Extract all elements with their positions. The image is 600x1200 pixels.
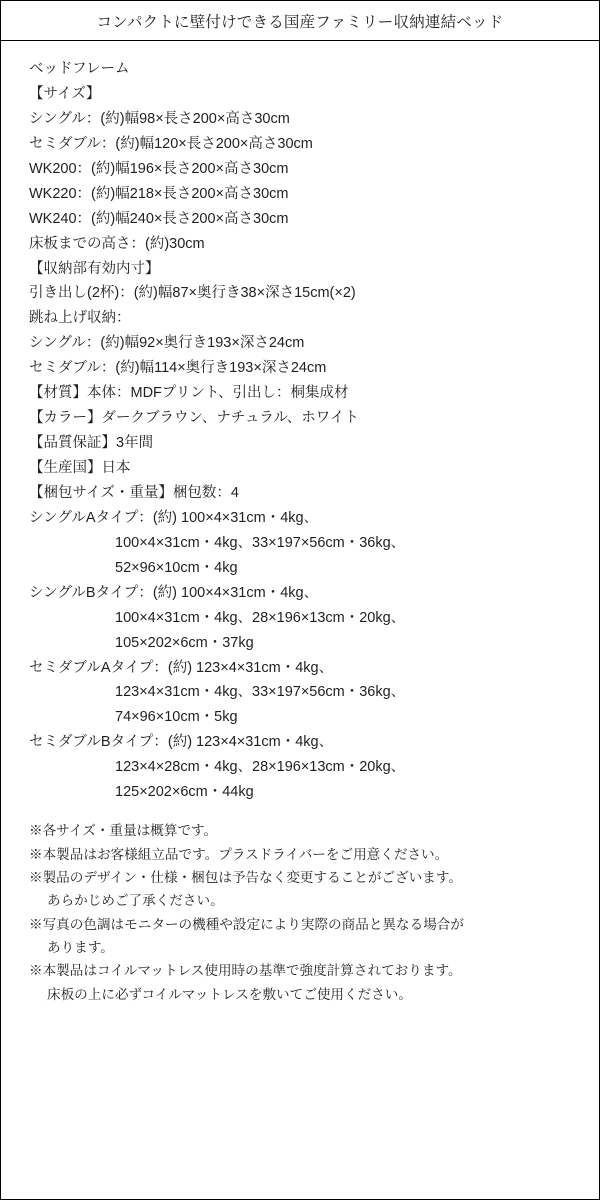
note-line: ※写真の色調はモニターの機種や設定により実際の商品と異なる場合が [29,916,464,932]
spec-body [1,41,599,1016]
note-line: ※本製品はお客様組立品です。プラスドライバーをご用意ください。 [29,846,449,862]
title-bar [1,1,599,41]
spec-line: 【サイズ】 [29,85,101,102]
note-line: ※製品のデザイン・仕様・梱包は予告なく変更することがございます。 [29,869,462,885]
spec-line: 125×202×6cm・44kg [115,784,254,801]
spec-line: シングルBタイプ：(約) 100×4×31cm・4kg、 [29,584,319,601]
spec-line: 床板までの高さ：(約)30cm [29,235,205,252]
section-divider [29,805,579,819]
spec-line: 【品質保証】3年間 [29,435,154,452]
spec-line: 100×4×31cm・4kg、28×196×13cm・20kg、 [115,609,406,626]
spec-line: セミダブル：(約)幅114×奥行き193×深さ24cm [29,360,327,377]
spec-line: 【収納部有効内寸】 [29,260,160,277]
note-list [29,819,579,1006]
spec-line: 123×4×31cm・4kg、33×197×56cm・36kg、 [115,684,406,701]
spec-line: 【生産国】日本 [29,460,131,476]
spec-line: シングル：(約)幅92×奥行き193×深さ24cm [29,335,305,352]
spec-line: WK200：(約)幅196×長さ200×高さ30cm [29,160,289,177]
spec-line: セミダブルBタイプ：(約) 123×4×31cm・4kg、 [29,734,334,751]
spec-line: 【梱包サイズ・重量】梱包数：4 [29,484,239,501]
spec-list [29,82,579,805]
spec-line: セミダブル：(約)幅120×長さ200×高さ30cm [29,135,313,152]
spec-line: シングルAタイプ：(約) 100×4×31cm・4kg、 [29,509,319,526]
spec-line: 123×4×28cm・4kg、28×196×13cm・20kg、 [115,759,406,776]
spec-line: シングル：(約)幅98×長さ200×高さ30cm [29,110,290,127]
spec-line: 100×4×31cm・4kg、33×197×56cm・36kg、 [115,534,406,551]
spec-line: 跳ね上げ収納： [29,310,131,327]
note-line: あります。 [47,940,114,955]
spec-line: 引き出し(2杯)：(約)幅87×奥行き38×深さ15cm(×2) [29,285,356,302]
spec-line: セミダブルAタイプ：(約) 123×4×31cm・4kg、 [29,659,334,676]
spec-line: 105×202×6cm・37kg [115,634,254,651]
note-line: ※本製品はコイルマットレス使用時の基準で強度計算されております。 [29,963,462,979]
spec-line: WK240：(約)幅240×長さ200×高さ30cm [29,210,289,227]
spec-heading: ベッドフレーム [29,61,130,77]
note-line: ※各サイズ・重量は概算です。 [29,823,218,839]
spec-line: WK220：(約)幅218×長さ200×高さ30cm [29,185,289,202]
page-title: コンパクトに壁付けできる国産ファミリー収納連結ベッド [96,13,504,31]
note-line: あらかじめご了承ください。 [47,893,224,909]
spec-line: 【材質】本体：MDFプリント、引出し：桐集成材 [29,385,349,402]
note-line: 床板の上に必ずコイルマットレスを敷いてご使用ください。 [47,986,412,1002]
spec-line: 【カラー】ダークブラウン、ナチュラル、ホワイト [29,410,359,427]
spec-line: 74×96×10cm・5kg [115,709,238,726]
spec-line: 52×96×10cm・4kg [115,559,238,576]
